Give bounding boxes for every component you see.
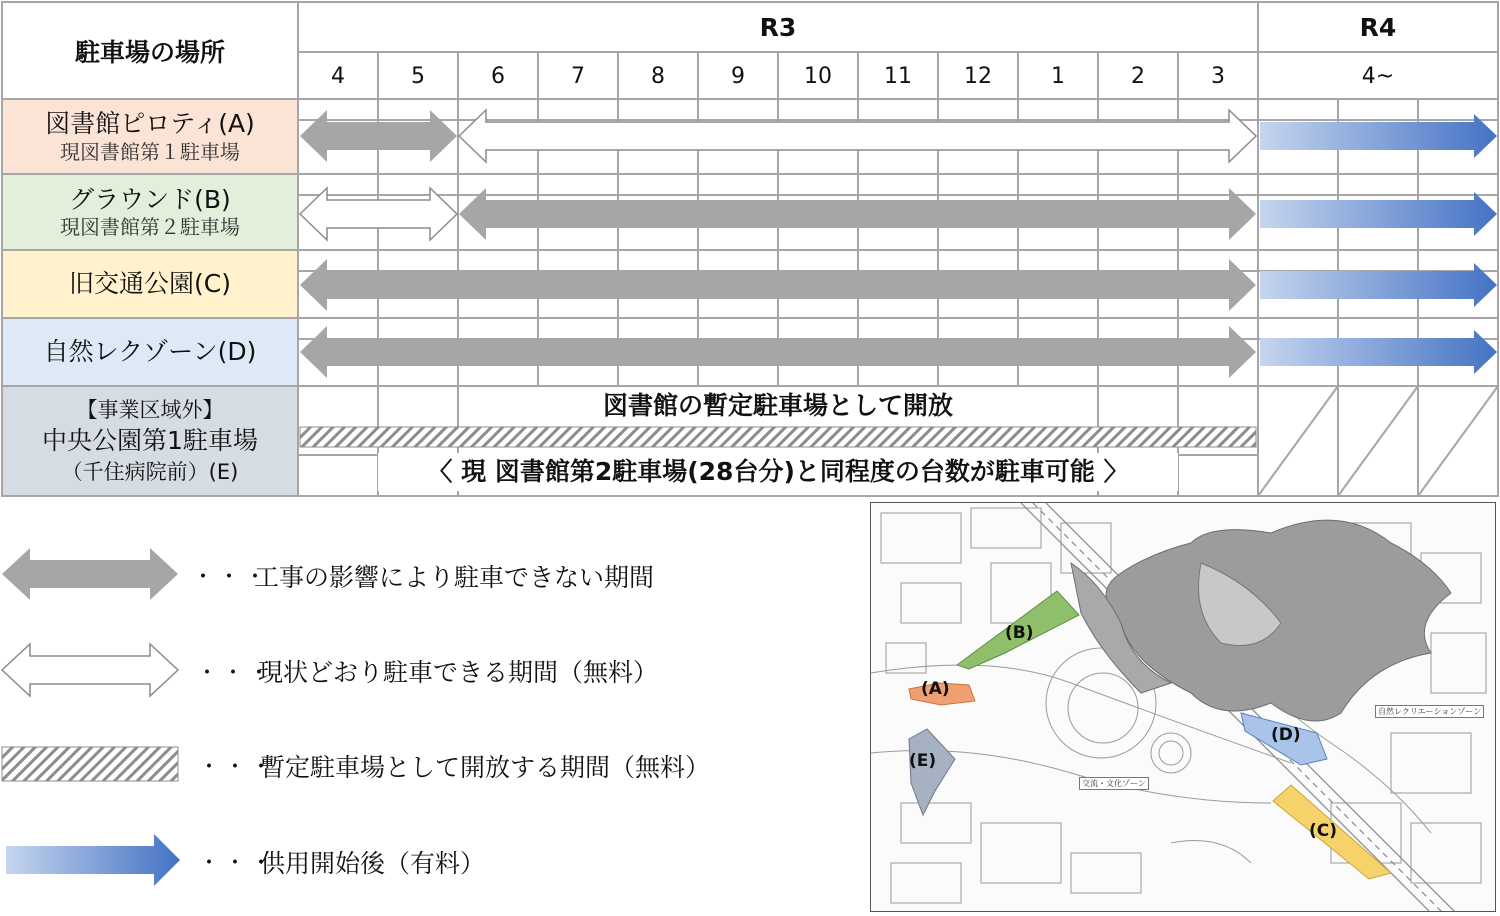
row-c-paid-arrow — [1260, 263, 1497, 307]
row-b-open-arrow — [300, 188, 457, 240]
row-e-subtitle: （千住病院前）(E) — [61, 459, 239, 484]
row-b-subtitle: 現図書館第２駐車場 — [60, 215, 240, 240]
row-b-title: グラウンド(B) — [69, 184, 231, 214]
month-header: 12 — [964, 63, 992, 89]
corner-header: 駐車場の場所 — [74, 37, 225, 67]
row-a-closed-arrow — [300, 110, 457, 162]
month-header: 8 — [651, 63, 665, 89]
row-a-subtitle: 現図書館第１駐車場 — [60, 139, 240, 164]
row-c-closed-arrow — [300, 259, 1256, 311]
legend — [0, 520, 860, 910]
zone-label-nature: 自然レクリエーションゾーン — [1375, 705, 1484, 718]
month-header: 10 — [804, 63, 832, 89]
legend-dots: ・・・ — [192, 565, 271, 590]
legend-gray-arrow — [2, 548, 178, 600]
map-zone-e — [909, 729, 955, 815]
legend-hatched-bar — [2, 747, 178, 781]
row-d-paid-arrow — [1260, 330, 1497, 374]
legend-dots: ・・・ — [196, 661, 275, 686]
row-d-title: 自然レクゾーン(D) — [43, 337, 257, 367]
year-header-r4: R4 — [1359, 12, 1397, 42]
map-label-d: (D) — [1271, 725, 1301, 745]
legend-dots: ・・・ — [198, 755, 277, 780]
row-e-title: 中央公園第1駐車場 — [42, 426, 258, 456]
month-header: 3 — [1211, 63, 1225, 89]
row-a-title: 図書館ピロティ(A) — [45, 109, 255, 139]
legend-blue-arrow — [6, 834, 180, 886]
row-d-closed-arrow — [300, 326, 1256, 378]
month-header: 2 — [1131, 63, 1145, 89]
month-header: 4 — [331, 63, 345, 89]
row-c-title: 旧交通公園(C) — [69, 269, 231, 299]
row-a-open-arrow — [459, 110, 1256, 162]
legend-text-open: 現状どおり駐車できる期間（無料） — [258, 658, 659, 687]
legend-text-closed: 工事の影響により駐車できない期間 — [254, 563, 655, 592]
row-e-note-bottom: 〈 現 図書館第2駐車場(28台分)と同程度の台数が駐車可能 〉 — [378, 453, 1178, 491]
month-header: 11 — [884, 63, 912, 89]
month-header: 7 — [571, 63, 585, 89]
site-map — [870, 502, 1496, 912]
row-b-closed-arrow — [459, 188, 1256, 240]
legend-white-arrow — [2, 644, 178, 696]
legend-text-paid: 供用開始後（有料） — [260, 849, 486, 878]
row-e-tag: 【事業区域外】 — [76, 397, 224, 422]
row-e-temporary-bar — [300, 427, 1256, 447]
map-label-e: (E) — [909, 751, 937, 771]
legend-dots: ・・・ — [198, 851, 277, 876]
month-header: 6 — [491, 63, 505, 89]
map-label-c: (C) — [1309, 821, 1338, 841]
zone-label-culture: 交流・文化ゾーン — [1079, 777, 1149, 790]
row-a-paid-arrow — [1260, 114, 1497, 158]
map-label-b: (B) — [1005, 623, 1034, 643]
month-header-r4: 4~ — [1361, 63, 1395, 89]
row-e-note-top: 図書館の暫定駐車場として開放 — [538, 389, 1018, 423]
year-header-r3: R3 — [759, 12, 797, 42]
row-b-paid-arrow — [1260, 192, 1497, 236]
legend-text-temporary: 暫定駐車場として開放する期間（無料） — [260, 753, 711, 782]
month-header: 1 — [1051, 63, 1065, 89]
month-header: 5 — [411, 63, 425, 89]
map-label-a: (A) — [921, 679, 950, 699]
month-header: 9 — [731, 63, 745, 89]
legend-symbols — [0, 520, 200, 910]
